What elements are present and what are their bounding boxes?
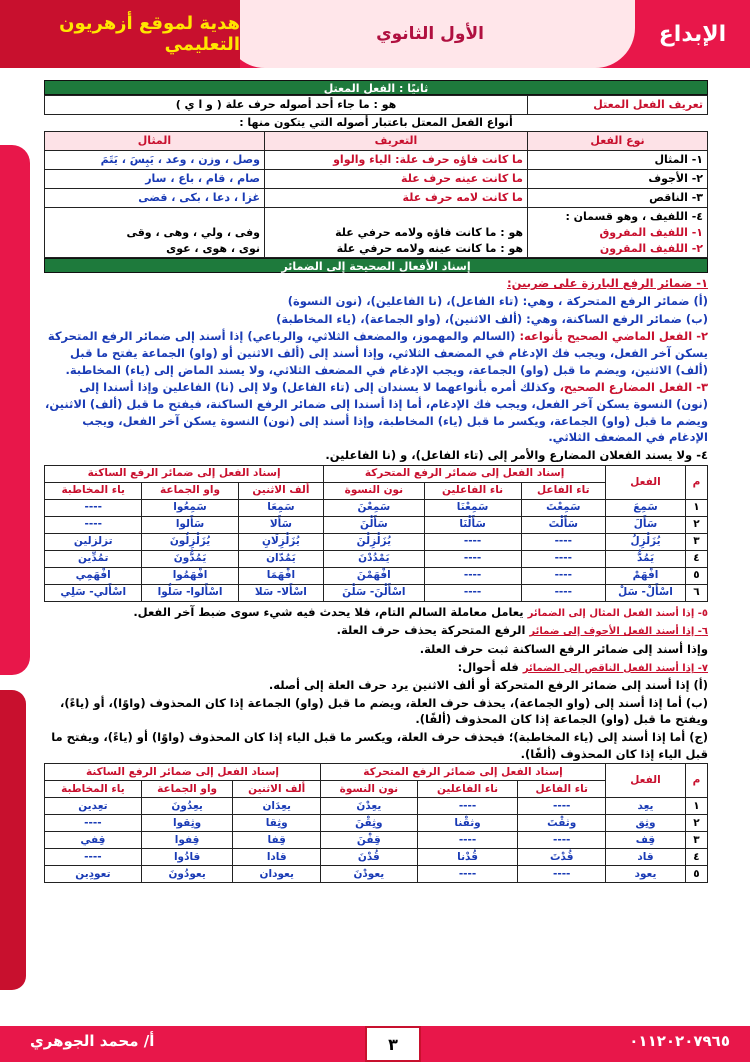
type-example: وصل ، وزن ، وعد ، يَبِسَ ، يَتَمَ xyxy=(45,150,265,169)
conjugation-cell: سَمِعُوا xyxy=(142,499,238,516)
conjugation-cell: ---- xyxy=(417,866,518,883)
type-def: ما كانت فاؤه حرف علة: الياء والواو xyxy=(265,150,528,169)
conjugation-cell: يَمْدُدْنَ xyxy=(324,550,424,567)
p3-title: ٣- الفعل المضارع الصحيح، xyxy=(559,380,708,395)
conjugation-cell: ---- xyxy=(521,533,605,550)
verb-cell: وثِق xyxy=(606,815,686,832)
conjugation-cell: يعِدَان xyxy=(233,798,321,815)
conjugation-cell: يَمُدّان xyxy=(238,550,324,567)
conjugation-cell: تعِدين xyxy=(45,798,142,815)
conjugation-cell: ---- xyxy=(424,567,521,584)
conjugation-cell: اسْأَلْنَ- سَلْنَ xyxy=(324,584,424,601)
table-row xyxy=(45,169,708,188)
conjugation-cell: ---- xyxy=(518,798,606,815)
lafif-a-ex: وفى ، ولي ، وهى ، وقى xyxy=(126,225,260,239)
p5-title: ٥- إذا أسند الفعل المثال إلى الضمائر xyxy=(527,607,708,619)
t1-h-num: م xyxy=(686,465,708,499)
conjugation-cell: سَمِعْنَ xyxy=(324,499,424,516)
conjugation-cell: افْهَمَا xyxy=(238,567,324,584)
table-row xyxy=(45,866,708,883)
header-bar xyxy=(0,0,750,68)
p7-a: (أ) إذا أسند إلى ضمائر الرفع المتحركة أو ألف الاثنين يرد حرف العلة إلى أصله. xyxy=(268,678,708,692)
row-number: ٢ xyxy=(686,516,708,533)
section-title: ثانيًا : الفعل المعتل xyxy=(44,80,708,95)
t1-h: واو الجماعة xyxy=(142,482,238,499)
p2-text: (السالم والمهموز، والمضعف الثلاثي، والرباعي) إذا أسند إلى ضمائر الرفع المتحركة يسكن آخر الفعل، ويجب فك الإدغام في المضعف الثلاثي، وإذا أسند إلى (ألف الاثنين أو (واو) الجماعة يفتح ما قبل (ألف) الاثنين، ويضم ما قبل (واو) الجماعة، ويجب الإدغام في المضعف الثلاثي، ولا يسند الماض إلى (ياء) المخاطبة. xyxy=(47,329,708,377)
conjugation-cell: ---- xyxy=(45,815,142,832)
type-def: ما كانت عينه حرف علة xyxy=(265,169,528,188)
type-example: صام ، قام ، باع ، سار xyxy=(45,169,265,188)
t1-h: ناء الفاعلين xyxy=(424,482,521,499)
lafif-cell xyxy=(528,207,708,258)
type-name: ٣- الناقص xyxy=(528,188,708,207)
table-row xyxy=(45,567,708,584)
lafif-mafrooq: ١- اللفيف المفروق xyxy=(599,225,703,239)
type-def: ما كانت لامه حرف علة xyxy=(265,188,528,207)
conjugation-cell: ---- xyxy=(518,866,606,883)
lafif-a-def: هو : ما كانت فاؤه ولامه حرفي علة xyxy=(335,225,523,239)
p4: ٤- ولا يسند الفعلان المضارع والأمر إلى (تاء الفاعل)، و (نا الفاعلين. xyxy=(325,448,708,463)
t2-group-still: إسناد الفعل إلى ضمائر الرفع الساكنة xyxy=(45,764,321,781)
conjugation-cell: يعودُونَ xyxy=(141,866,233,883)
conjugation-cell: ---- xyxy=(45,849,142,866)
conjugation-cell: افْهَمِي xyxy=(45,567,142,584)
conjugation-cell: اسْأَلوا- سَلُوا xyxy=(142,584,238,601)
conjugation-cell: سَأَلا xyxy=(238,516,324,533)
t1-h: تاء الفاعل xyxy=(521,482,605,499)
section-title-2: إسناد الأفعال الصحيحة إلى الضمائر xyxy=(44,258,708,273)
conjugation-cell: سَمِعْنَا xyxy=(424,499,521,516)
lafif-title: ٤- اللفيف ، وهو قسمان : xyxy=(565,209,703,223)
conjugation-cell: قُدْتَ xyxy=(518,849,606,866)
t1-h: ألف الاثنين xyxy=(238,482,324,499)
verb-cell: سَأَلَ xyxy=(606,516,686,533)
conjugation-cell: قِفي xyxy=(45,832,142,849)
row-number: ٣ xyxy=(686,533,708,550)
p7-text: فله أحوال: xyxy=(457,659,519,674)
conjugation-cell: تزلزلين xyxy=(45,533,142,550)
side-decoration xyxy=(0,145,30,675)
page-content xyxy=(44,80,708,883)
lafif-examples xyxy=(45,207,265,258)
subject-title: الإبداع xyxy=(635,0,750,68)
row-number: ١ xyxy=(686,499,708,516)
definition-table xyxy=(44,95,708,115)
t2-h: نون النسوة xyxy=(321,781,418,798)
conjugation-cell: ---- xyxy=(521,567,605,584)
definition-label: تعريف الفعل المعتل xyxy=(528,96,708,115)
verb-cell: اسْأَلْ- سَلْ xyxy=(606,584,686,601)
p1-a: (أ) ضمائر الرفع المتحركة ، وهي: (تاء الفاعل)، (نا الفاعلين)، (نون النسوة) xyxy=(287,294,708,309)
table-row xyxy=(45,499,708,516)
lafif-defs xyxy=(265,207,528,258)
table-row xyxy=(45,188,708,207)
gift-banner: هدية لموقع أزهريون التعليمي xyxy=(0,0,240,68)
conjugation-cell: ---- xyxy=(521,550,605,567)
table-row xyxy=(45,832,708,849)
table-row xyxy=(45,798,708,815)
t2-h: ياء المخاطبة xyxy=(45,781,142,798)
p5-text: يعامل معاملة السالم التام، فلا يحدث فيه شيء سوى ضبط آخر الفعل. xyxy=(133,604,524,619)
types-intro: أنواع الفعل المعتل باعتبار أصوله التي يتكون منها : xyxy=(239,115,513,129)
t1-group-still: إسناد الفعل إلى ضمائر الرفع الساكنة xyxy=(45,465,324,482)
conjugation-cell: قادا xyxy=(233,849,321,866)
conjugation-cell: يُزَلْزِلُونَ xyxy=(142,533,238,550)
t2-group-moving: إسناد الفعل إلى ضمائر الرفع المتحركة xyxy=(321,764,606,781)
table-row xyxy=(45,584,708,601)
table-row xyxy=(45,815,708,832)
conjugation-cell: ---- xyxy=(417,832,518,849)
conjugation-cell: ---- xyxy=(424,550,521,567)
p7-title: ٧- إذا أسند الفعل الناقص إلى الضمائر xyxy=(522,662,708,674)
p6-b: وإذا أسند إلى ضمائر الرفع الساكنة ثبت حرف العلة. xyxy=(419,641,708,656)
verb-cell: يُزَلْزِلُ xyxy=(606,533,686,550)
t2-h: واو الجماعة xyxy=(141,781,233,798)
conjugation-cell: قِفْنَ xyxy=(321,832,418,849)
conjugation-cell: ---- xyxy=(521,584,605,601)
conjugation-cell: سَأَلْنَ xyxy=(324,516,424,533)
conjugation-cell: يُزَلْزِلْنَ xyxy=(324,533,424,550)
table-row xyxy=(45,550,708,567)
conjugation-cell: تمُدِّين xyxy=(45,550,142,567)
row-number: ٦ xyxy=(686,584,708,601)
types-table xyxy=(44,131,708,259)
conjugation-cell: سَمِعَا xyxy=(238,499,324,516)
p3-text: وكذلك أمره بأنواعهما لا يسندان إلى (تاء الفاعل) ولا إلى (نا) الفاعلين وإذا أسندا إلى (نون) النسوة يسكن آخر الفعل، ويجب فك الإدغام، أما إذا أسندا إلى ضمائر الرفع الساكنة، فيفتح ما قبل (ألف) الاثنين، ويضم ما قبل (واو) الجماعة، ويكسر ما قبل (ياء) المخاطبة، وإذا أسند إلى (نون) النسوة يسكن آخر الفعل، ويجب الإدغام في المضعف الثلاثي. xyxy=(44,380,708,445)
row-number: ٣ xyxy=(686,832,708,849)
verb-cell: قِف xyxy=(606,832,686,849)
verb-cell: سَمِعَ xyxy=(606,499,686,516)
conjugation-cell: ---- xyxy=(417,798,518,815)
row-number: ٢ xyxy=(686,815,708,832)
phone-number: ٠١١٢٠٢٠٧٩٦٥ xyxy=(629,1032,730,1050)
t2-h: ناء الفاعلين xyxy=(417,781,518,798)
conjugation-cell: افْهَمُوا xyxy=(142,567,238,584)
conjugation-cell: وثِقوا xyxy=(141,815,233,832)
conjugation-cell: ---- xyxy=(45,516,142,533)
conjugation-cell: تعودِين xyxy=(45,866,142,883)
row-number: ١ xyxy=(686,798,708,815)
grade-label: الأول الثانوي xyxy=(225,0,635,68)
t1-h-verb: الفعل xyxy=(606,465,686,499)
table-row xyxy=(45,516,708,533)
conjugation-cell: يُزَلْزِلَانِ xyxy=(238,533,324,550)
p6-title: ٦- إذا أسند الفعل الأجوف إلى ضمائر xyxy=(529,626,708,638)
conjugation-cell: قِفوا xyxy=(141,832,233,849)
conjugation-cell: سَأَلوا xyxy=(142,516,238,533)
verb-cell: يَمُدُّ xyxy=(606,550,686,567)
t1-group-moving: إسناد الفعل إلى ضمائر الرفع المتحركة xyxy=(324,465,606,482)
conjugation-cell: اسْأَلا- سَلا xyxy=(238,584,324,601)
conjugation-cell: يعودان xyxy=(233,866,321,883)
definition-text: هو : ما جاء أحد أصوله حرف علة ( و ا ي ) xyxy=(45,96,528,115)
lafif-b-ex: نوى ، هوى ، عوى xyxy=(166,241,260,255)
conjugation-cell: ---- xyxy=(45,499,142,516)
lafif-b-def: هو : ما كانت عينه ولامه حرفي علة xyxy=(336,241,523,255)
row-number: ٥ xyxy=(686,866,708,883)
verb-cell: قاد xyxy=(606,849,686,866)
t2-h: ألف الاثنين xyxy=(233,781,321,798)
conjugation-cell: افْهَمْنَ xyxy=(324,567,424,584)
type-name: ١- المثال xyxy=(528,150,708,169)
conjugation-cell: ---- xyxy=(424,584,521,601)
conjugation-cell: قُدْنا xyxy=(417,849,518,866)
conjugation-cell: ---- xyxy=(424,533,521,550)
footer-bar xyxy=(0,1026,750,1062)
page-number: ٣ xyxy=(365,1026,421,1062)
lafif-maqroon: ٢- اللفيف المقرون xyxy=(599,241,703,255)
row-number: ٤ xyxy=(686,849,708,866)
t1-h: نون النسوة xyxy=(324,482,424,499)
types-header-type: نوع الفعل xyxy=(528,131,708,150)
row-number: ٥ xyxy=(686,567,708,584)
conjugation-table-2 xyxy=(44,763,708,883)
p1-title: ١- ضمائر الرفع البارزة على ضربين: xyxy=(507,276,708,291)
row-number: ٤ xyxy=(686,550,708,567)
conjugation-cell: سَأَلْتَ xyxy=(521,516,605,533)
conjugation-cell: يعِدْنَ xyxy=(321,798,418,815)
types-header-def: التعريف xyxy=(265,131,528,150)
conjugation-cell: قِفا xyxy=(233,832,321,849)
verb-cell: افْهَمْ xyxy=(606,567,686,584)
p7-c: (ج) أما إذا أسند إلى (ياء المخاطبة)؛ فيحذف حرف العلة، ويكسر ما قبل الياء إذا كان المحذوف (واوًا) أو (ياءً)، ويفتح ما قبل الياء إذا كان المحذوف (ألفًا). xyxy=(51,730,708,761)
conjugation-cell: وثِقْنَ xyxy=(321,815,418,832)
conjugation-cell: يَمُدُّونَ xyxy=(142,550,238,567)
conjugation-cell: يعِدُونَ xyxy=(141,798,233,815)
table-row xyxy=(45,207,708,258)
p7-b: (ب) أما إذا أسند إلى (واو الجماعة)، يحذف حرف العلة، ويضم ما قبل (واو) الجماعة إذا كان المحذوف (واوًا)، أو (ياءً)، ويفتح ما قبل (واو) الجماعة إذا كان المحذوف (ألفًا). xyxy=(60,695,708,727)
conjugation-cell: قُدْنَ xyxy=(321,849,418,866)
t1-h: ياء المخاطبة xyxy=(45,482,142,499)
conjugation-cell: يعودْنَ xyxy=(321,866,418,883)
type-name: ٢- الأجوف xyxy=(528,169,708,188)
type-example: غزا ، دعا ، بكى ، قضى xyxy=(45,188,265,207)
table-row xyxy=(45,533,708,550)
conjugation-table-1 xyxy=(44,465,708,602)
conjugation-cell: وثقْنا xyxy=(417,815,518,832)
side-decoration-lower xyxy=(0,690,26,990)
t2-h-verb: الفعل xyxy=(606,764,686,798)
author-name: أ/ محمد الجوهري xyxy=(30,1032,155,1050)
conjugation-cell: اسْأَلي- سَلِي xyxy=(45,584,142,601)
table-row xyxy=(45,150,708,169)
types-header-example: المثال xyxy=(45,131,265,150)
conjugation-cell: وثِقا xyxy=(233,815,321,832)
conjugation-cell: ---- xyxy=(518,832,606,849)
p1-b: (ب) ضمائر الرفع الساكنة، وهي: (ألف الاثنين)، (واو الجماعة)، (ياء المخاطبة) xyxy=(276,311,708,326)
p2-title: ٢- الفعل الماضي الصحيح بأنواعه: xyxy=(519,329,708,344)
p6-text: الرفع المتحركة يحذف حرف العلة. xyxy=(336,623,526,638)
conjugation-cell: قادُوا xyxy=(141,849,233,866)
table-row xyxy=(45,849,708,866)
conjugation-cell: وثقْتَ xyxy=(518,815,606,832)
verb-cell: يعِد xyxy=(606,798,686,815)
verb-cell: يعود xyxy=(606,866,686,883)
t2-h-num: م xyxy=(686,764,708,798)
conjugation-cell: سَأَلْنَا xyxy=(424,516,521,533)
conjugation-cell: سَمِعْتَ xyxy=(521,499,605,516)
t2-h: تاء الفاعل xyxy=(518,781,606,798)
